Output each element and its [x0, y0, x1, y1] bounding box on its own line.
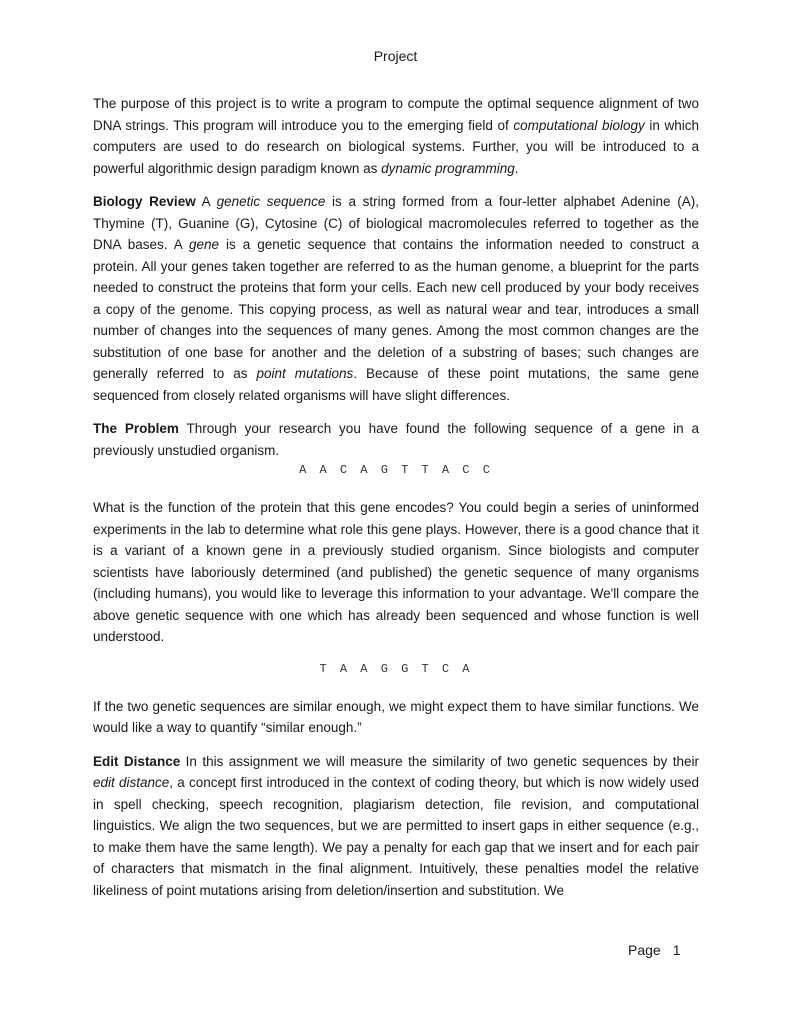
biology-review-paragraph	[93, 191, 699, 406]
biology-text-1: A	[195, 194, 217, 209]
gene-sequence-1: A A C A G T T A C C	[299, 463, 493, 477]
gene-sequence-2: T A A G G T C A	[319, 661, 473, 676]
intro-text-1: The purpose of this project is to write a program to compute the optimal sequence alignment of two DNA strings. This program will introduce you to the emerging field of	[93, 96, 699, 133]
intro-text-2: in which computers are used to do research on biological systems. Further, you will be introduced to a powerful algorithmic design paradigm known as	[93, 117, 699, 176]
biology-emphasis-3: point mutations	[256, 366, 354, 381]
biology-review-heading: Biology Review	[93, 194, 196, 209]
intro-emphasis-1: computational biology	[513, 117, 645, 133]
biology-emphasis-2: gene	[188, 237, 220, 252]
intro-paragraph	[93, 93, 699, 179]
biology-emphasis-1: genetic sequence	[216, 194, 326, 209]
page-number: 1	[672, 942, 681, 958]
edit-emphasis-1: edit distance	[93, 775, 170, 790]
problem-text-1: Through your research you have found the following sequence of a gene in a previously unstudied organism.	[93, 421, 699, 458]
similarity-paragraph: If the two genetic sequences are similar enough, we might expect them to have similar functions. We would like a way to quantify “similar enough.”	[93, 698, 699, 735]
edit-text-2: , a concept first introduced in the context of coding theory, but which is now widely used in spell checking, speech recognition, plagiarism detection, file revision, and computational linguistics. We align the two sequences, but we are permitted to insert gaps in either sequence (e.g., to make them have the same length). We pay a penalty for each gap that we insert and for each pair of characters that mismatch in the final alignment. Intuitively, these penalties model the relative likeliness of point mutations arising from deletion/insertion and substitution. We	[93, 775, 699, 898]
intro-emphasis-2: dynamic programming	[381, 160, 515, 176]
intro-text-3: .	[514, 160, 519, 176]
edit-text-1: In this assignment we will measure the similarity of two genetic sequences by their	[180, 753, 699, 769]
biology-text-4: . Because of these point mutations, the same gene sequenced from closely related organisms will have slight differences.	[93, 366, 699, 403]
page-label: Page	[628, 942, 661, 958]
biology-text-3: is a genetic sequence that contains the information needed to construct a protein. All your genes taken together are referred to as the human genome, a blueprint for the parts needed to construct the proteins that form your cells. Each new cell produced by your body receives a copy of the genome. This copying process, as well as natural wear and tear, introduces a small number of changes into the sequences of many genes. Among the most common changes are the substitution of one base for another and the deletion of a substring of bases; such changes are generally referred to as	[93, 237, 699, 381]
function-question-paragraph: What is the function of the protein that this gene encodes? You could begin a series of uninformed experiments in the lab to determine what role this gene plays. However, there is a good chance that it is a variant of a known gene in a previously studied organism. Since biologists and computer scientists have laboriously determined (and published) the genetic sequence of many organisms (including humans), you would like to leverage this information to your advantage. We'll compare the above genetic sequence with one which has already been sequenced and whose function is well understood.	[93, 500, 699, 644]
document-body	[93, 93, 699, 913]
edit-distance-heading: Edit Distance	[93, 753, 181, 769]
page-footer	[628, 940, 681, 960]
biology-text-2: is a string formed from a four-letter alphabet Adenine (A), Thymine (T), Guanine (G), Cytosine (C) of biological macromolecules referred to together as the DNA bases. A	[93, 194, 699, 252]
problem-paragraph	[93, 418, 699, 461]
problem-heading: The Problem	[93, 421, 179, 436]
page-header: Project	[373, 48, 418, 64]
edit-distance-paragraph	[93, 751, 699, 902]
